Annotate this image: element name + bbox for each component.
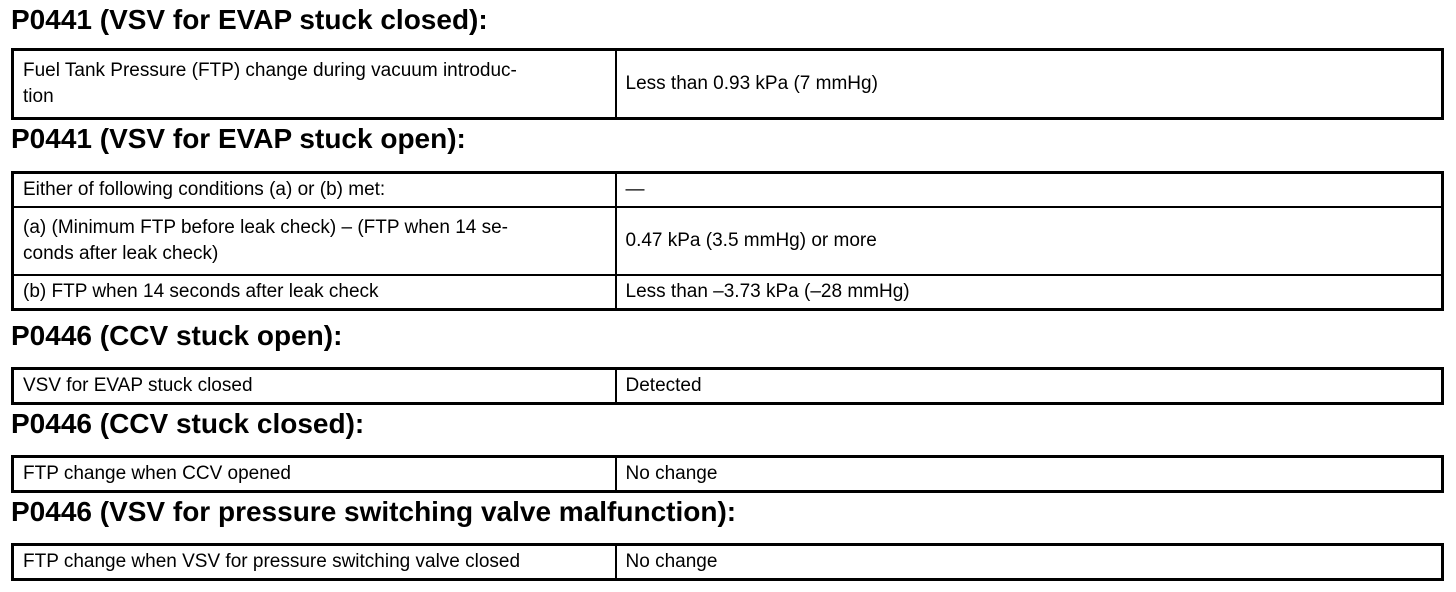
value-cell: Detected bbox=[616, 369, 1443, 404]
table-row bbox=[13, 369, 1443, 404]
value-cell: No change bbox=[616, 545, 1443, 580]
condition-table-p0441-vsv-stuck-closed bbox=[11, 48, 1444, 120]
condition-cell: Fuel Tank Pressure (FTP) change during vacuum introduc- tion bbox=[13, 50, 616, 119]
section-heading-p0446-ccv-stuck-open: P0446 (CCV stuck open): bbox=[11, 320, 343, 351]
value-cell: — bbox=[616, 173, 1443, 208]
condition-cell: (b) FTP when 14 seconds after leak check bbox=[13, 275, 616, 310]
table-row bbox=[13, 50, 1443, 119]
section-heading-p0441-vsv-stuck-open: P0441 (VSV for EVAP stuck open): bbox=[11, 123, 466, 154]
condition-table-p0446-ccv-stuck-open bbox=[11, 367, 1444, 405]
table-row bbox=[13, 173, 1443, 208]
condition-table-p0446-ccv-stuck-closed bbox=[11, 455, 1444, 493]
value-cell: Less than –3.73 kPa (–28 mmHg) bbox=[616, 275, 1443, 310]
section-heading-p0446-ccv-stuck-closed: P0446 (CCV stuck closed): bbox=[11, 408, 365, 439]
table-row bbox=[13, 207, 1443, 275]
condition-cell: FTP change when VSV for pressure switching valve closed bbox=[13, 545, 616, 580]
value-cell: 0.47 kPa (3.5 mmHg) or more bbox=[616, 207, 1443, 275]
condition-cell: VSV for EVAP stuck closed bbox=[13, 369, 616, 404]
table-row bbox=[13, 457, 1443, 492]
condition-cell: FTP change when CCV opened bbox=[13, 457, 616, 492]
value-cell: Less than 0.93 kPa (7 mmHg) bbox=[616, 50, 1443, 119]
table-row bbox=[13, 275, 1443, 310]
section-heading-p0441-vsv-stuck-closed: P0441 (VSV for EVAP stuck closed): bbox=[11, 4, 488, 35]
value-cell: No change bbox=[616, 457, 1443, 492]
condition-table-p0441-vsv-stuck-open bbox=[11, 171, 1444, 311]
condition-cell: (a) (Minimum FTP before leak check) – (FTP when 14 se- conds after leak check) bbox=[13, 207, 616, 275]
section-heading-p0446-pressure-switching-valve-malfunction: P0446 (VSV for pressure switching valve malfunction): bbox=[11, 496, 737, 527]
condition-cell: Either of following conditions (a) or (b) met: bbox=[13, 173, 616, 208]
condition-table-p0446-pressure-switching-valve-malfunction bbox=[11, 543, 1444, 581]
table-row bbox=[13, 545, 1443, 580]
